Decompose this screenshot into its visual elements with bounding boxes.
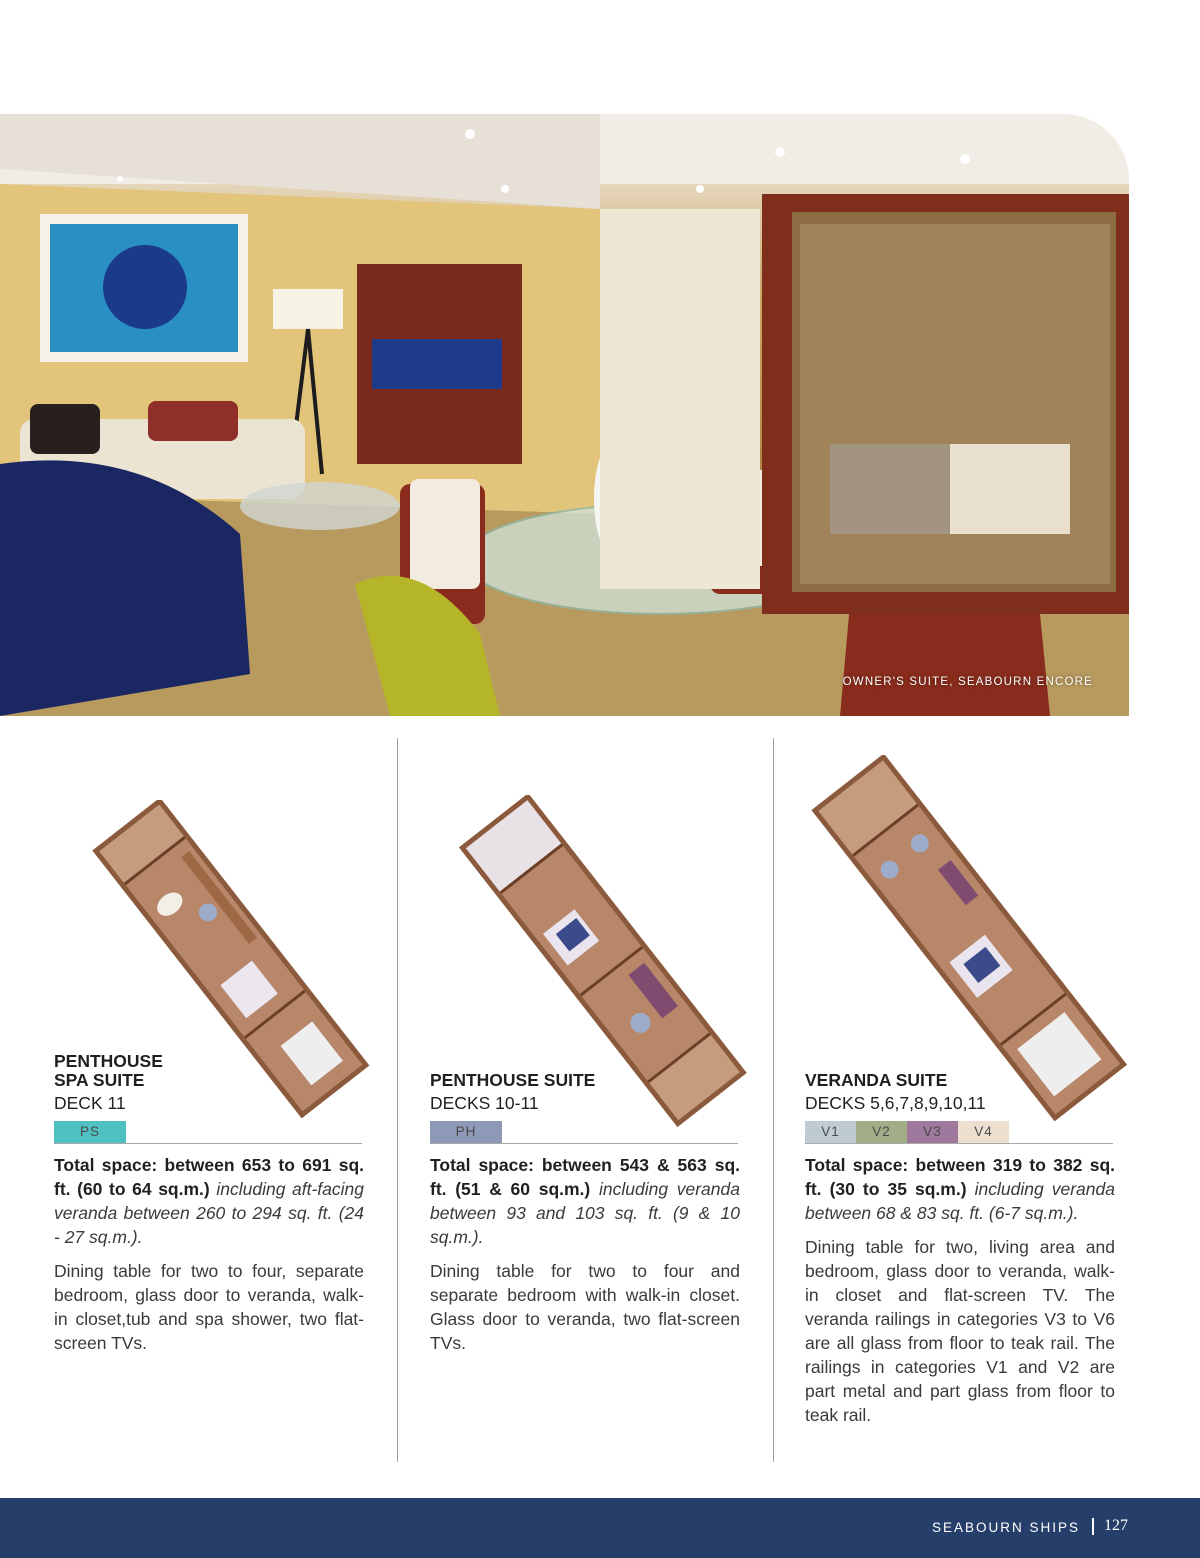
suite-veranda xyxy=(805,1071,1115,1427)
photo-caption: OWNER'S SUITE, SEABOURN ENCORE xyxy=(842,676,1093,688)
category-badge-ps: PS xyxy=(54,1121,126,1143)
page-number: 127 xyxy=(1104,1517,1128,1534)
suite-title xyxy=(430,1071,740,1090)
total-space-bold: Total space: between 653 to 691 sq. ft. (60 to 64 sq.m.) xyxy=(54,1155,364,1199)
column-divider xyxy=(397,738,398,1462)
hero-photo xyxy=(0,114,1129,716)
category-badge-v4: V4 xyxy=(958,1121,1009,1143)
suite-penthouse-spa xyxy=(54,1052,364,1355)
category-badge-v2: V2 xyxy=(856,1121,907,1143)
total-space-bold: Total space: between 543 & 563 sq. ft. (51 & 60 sq.m.) xyxy=(430,1155,740,1199)
suite-title xyxy=(805,1071,1115,1090)
suite-penthouse xyxy=(430,1071,740,1355)
category-badge-ph: PH xyxy=(430,1121,502,1143)
suite-description: Dining table for two, living area and bedroom, glass door to veranda, walk-in closet and flat-screen TV. The veranda railings in categories V3 to V6 are all glass from floor to teak rail. The railings in categories V1 and V2 are part metal and part glass from floor to teak rail. xyxy=(805,1237,1115,1425)
suite-description: Dining table for two to four, separate bedroom, glass door to veranda, walk-in closet,tub and spa shower, two flat-screen TVs. xyxy=(54,1261,364,1353)
suite-deck: DECK 11 xyxy=(54,1093,126,1113)
total-space xyxy=(805,1153,1115,1225)
category-badges xyxy=(430,1121,740,1143)
suite-description: Dining table for two to four and separate bedroom with walk-in closet. Glass door to veranda, two flat-screen TVs. xyxy=(430,1261,740,1353)
suite-title-line1: PENTHOUSE SUITE xyxy=(430,1070,596,1090)
footer-separator xyxy=(1092,1518,1094,1535)
suite-deck: DECKS 5,6,7,8,9,10,11 xyxy=(805,1093,986,1113)
divider-rule xyxy=(54,1143,362,1144)
category-badge-v1: V1 xyxy=(805,1121,856,1143)
category-badge-v3: V3 xyxy=(907,1121,958,1143)
page-footer xyxy=(0,1498,1200,1558)
suite-title-line1: PENTHOUSE xyxy=(54,1051,163,1071)
suite-title-line1: VERANDA SUITE xyxy=(805,1070,948,1090)
suite-title-line2: SPA SUITE xyxy=(54,1070,145,1090)
total-space-veranda: including veranda between 93 and 103 sq. ft. (9 & 10 sq.m.). xyxy=(430,1179,740,1247)
footer-section-label: SEABOURN SHIPS xyxy=(931,1520,1080,1535)
category-badges xyxy=(54,1121,364,1143)
total-space xyxy=(430,1153,740,1249)
total-space xyxy=(54,1153,364,1249)
divider-rule xyxy=(430,1143,738,1144)
total-space-veranda: including veranda between 68 & 83 sq. ft. (6-7 sq.m.). xyxy=(805,1179,1115,1223)
total-space-veranda: including aft-facing veranda between 260 to 294 sq. ft. (24 - 27 sq.m.). xyxy=(54,1179,365,1247)
owners-suite-illustration xyxy=(0,114,1129,716)
column-divider xyxy=(773,738,774,1462)
category-badges xyxy=(805,1121,1115,1143)
suite-title xyxy=(54,1052,364,1090)
suite-deck: DECKS 10-11 xyxy=(430,1093,539,1113)
divider-rule xyxy=(805,1143,1113,1144)
total-space-bold: Total space: between 319 to 382 sq. ft. (30 to 35 sq.m.) xyxy=(805,1155,1115,1199)
